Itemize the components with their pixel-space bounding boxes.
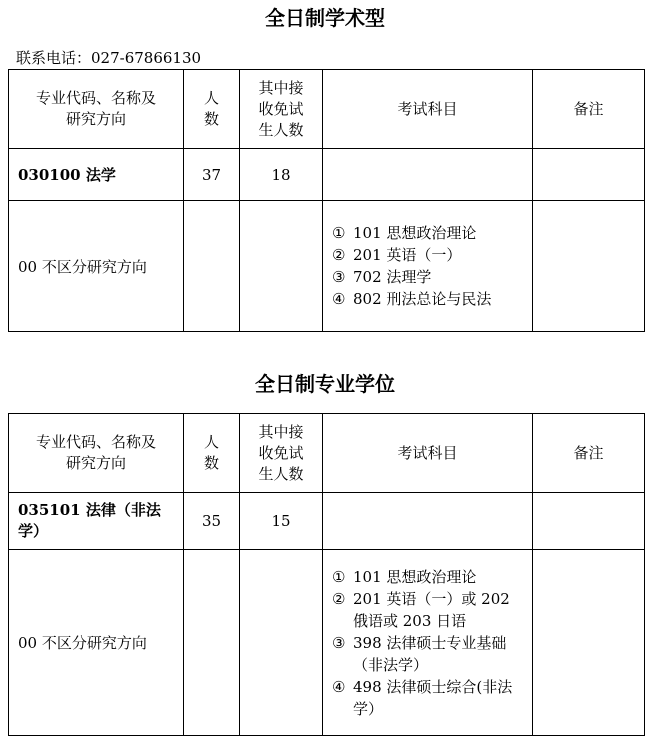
contact-phone: 联系电话：027-67866130 [16, 49, 202, 67]
section1-title: 全日制学术型 [265, 6, 385, 30]
exam-subject-item: ④ 802 刑法总论与民法 [332, 290, 492, 308]
exempt-count: 15 [240, 493, 323, 550]
header-subjects: 考试科目 [323, 414, 533, 493]
major-name: 030100 法学 [9, 149, 184, 201]
exam-subject-item: ④ 498 法律硕士综合(非法学） [332, 677, 513, 718]
header-exempt: 其中接 收免试 生人数 [240, 414, 323, 493]
exam-subject-item: ③ 702 法理学 [332, 268, 432, 286]
exempt-count: 18 [240, 149, 323, 201]
header-count: 人 数 [184, 414, 240, 493]
notes-cell [533, 493, 645, 550]
exam-subjects [323, 550, 533, 736]
research-direction: 00 不区分研究方向 [9, 201, 184, 332]
header-major: 专业代码、名称及 研究方向 [9, 414, 184, 493]
table-row [9, 550, 645, 736]
empty-cell [240, 201, 323, 332]
table-row [9, 149, 645, 201]
empty-cell [240, 550, 323, 736]
exam-subject-list [332, 566, 532, 720]
header-count: 人 数 [184, 70, 240, 149]
header-subjects: 考试科目 [323, 70, 533, 149]
subjects-cell [323, 149, 533, 201]
notes-cell [533, 201, 645, 332]
exam-subject-item: ① 101 思想政治理论 [332, 567, 477, 586]
header-notes: 备注 [533, 414, 645, 493]
research-direction: 00 不区分研究方向 [9, 550, 184, 736]
empty-cell [184, 201, 240, 332]
enrollment-count: 37 [184, 149, 240, 201]
table-header-row [9, 70, 645, 149]
section2-table [8, 413, 645, 736]
header-exempt: 其中接 收免试 生人数 [240, 70, 323, 149]
empty-cell [184, 550, 240, 736]
exam-subject-item: ③ 398 法律硕士专业基础（非法学） [332, 633, 507, 674]
major-name: 035101 法律（非法学） [9, 493, 184, 550]
subjects-cell [323, 493, 533, 550]
table-row [9, 201, 645, 332]
table-header-row [9, 414, 645, 493]
section1-table [8, 69, 645, 332]
exam-subject-item: ② 201 英语（一） [332, 246, 462, 264]
table-row [9, 493, 645, 550]
exam-subjects [323, 201, 533, 332]
notes-cell [533, 550, 645, 736]
header-major: 专业代码、名称及 研究方向 [9, 70, 184, 149]
notes-cell [533, 149, 645, 201]
exam-subject-list [332, 222, 532, 310]
enrollment-count: 35 [184, 493, 240, 550]
header-notes: 备注 [533, 70, 645, 149]
exam-subject-item: ① 101 思想政治理论 [332, 224, 477, 242]
exam-subject-item: ② 201 英语（一）或 202 俄语或 203 日语 [332, 589, 510, 630]
section2-title: 全日制专业学位 [255, 372, 395, 396]
